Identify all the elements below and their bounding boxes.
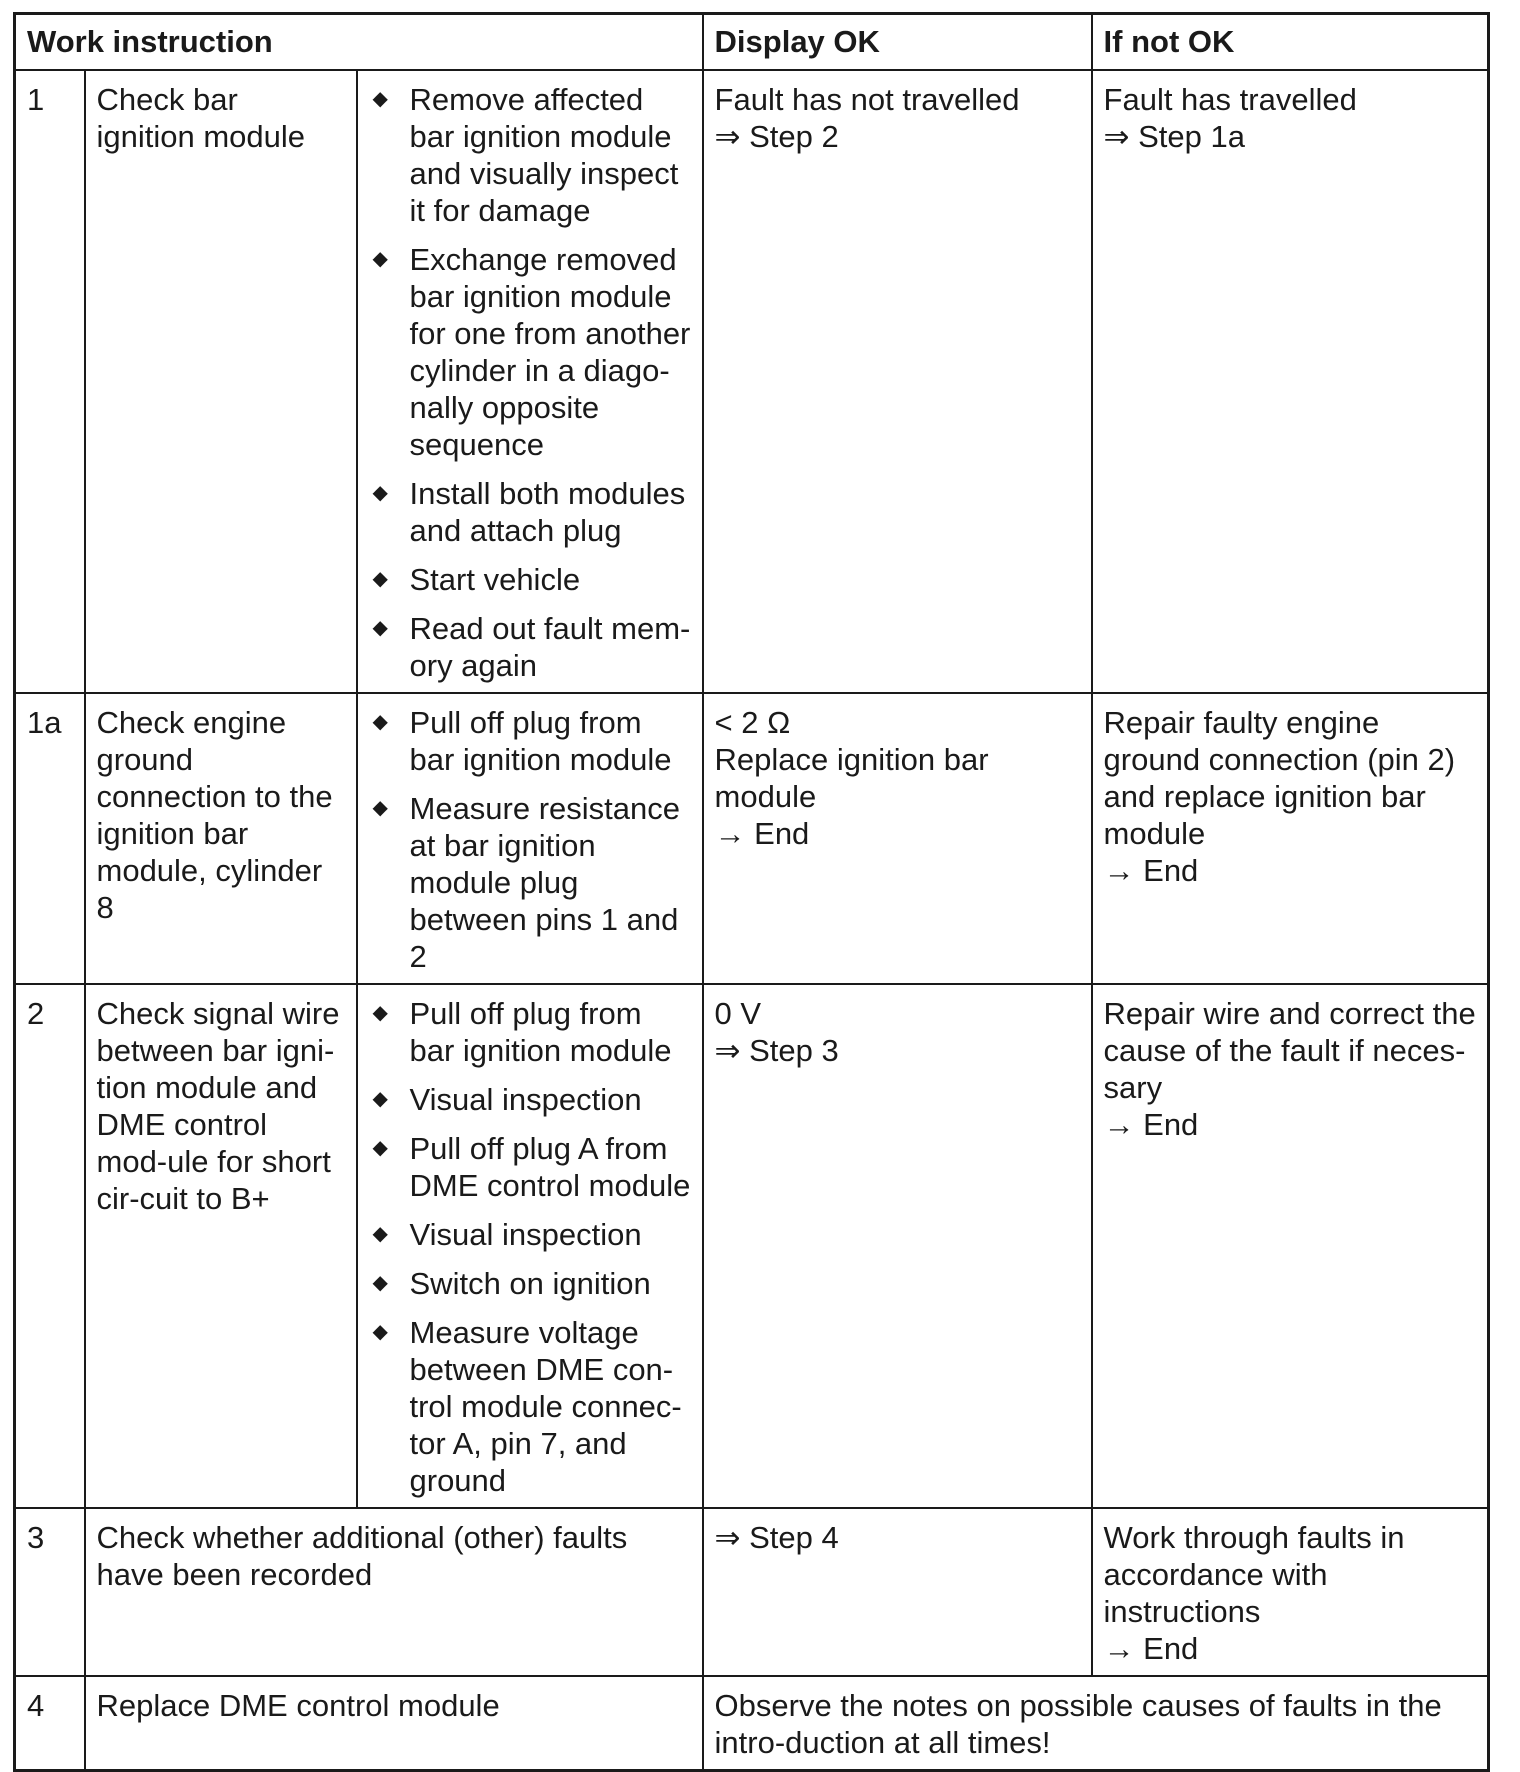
action-text: Pull off plug A from DME control module — [409, 1130, 691, 1203]
table-row — [15, 693, 1489, 984]
table-row — [15, 1508, 1489, 1676]
diamond-bullet-icon: ◆ — [372, 247, 388, 270]
action-list-cell — [357, 984, 703, 1508]
if-not-ok-next-step: → End — [1103, 1106, 1199, 1142]
list-item — [369, 1130, 691, 1204]
if-not-ok-text: Repair wire and correct the cause of the fault if neces-sary — [1103, 995, 1476, 1105]
diamond-bullet-icon: ◆ — [372, 567, 388, 590]
step-number: 2 — [15, 984, 85, 1508]
table-header-row — [15, 14, 1489, 70]
display-ok-next-step: → End — [714, 815, 810, 851]
diamond-bullet-icon: ◆ — [372, 616, 388, 639]
action-text: Pull off plug from bar ignition module — [409, 995, 672, 1068]
if-not-ok-text: Repair faulty engine ground connection (pin 2) and replace ignition bar module — [1103, 704, 1456, 851]
step-number: 1 — [15, 70, 85, 693]
action-text: Visual inspection — [409, 1216, 642, 1252]
list-item — [369, 561, 691, 598]
action-list — [369, 995, 691, 1499]
display-ok-cell — [703, 70, 1092, 693]
work-instruction-table — [13, 12, 1490, 1772]
display-ok-next-step: ⇒ Step 3 — [714, 1032, 839, 1068]
diamond-bullet-icon: ◆ — [372, 796, 388, 819]
list-item — [369, 790, 691, 975]
action-list-cell — [357, 70, 703, 693]
action-text: Measure resistance at bar ignition module plug between pins 1 and 2 — [409, 790, 681, 974]
list-item — [369, 1314, 691, 1499]
table-row — [15, 984, 1489, 1508]
diamond-bullet-icon: ◆ — [372, 87, 388, 110]
table-row — [15, 70, 1489, 693]
display-ok-value: < 2 Ω — [714, 704, 791, 740]
display-ok-next-step: ⇒ Step 4 — [714, 1519, 839, 1555]
header-display-ok: Display OK — [703, 14, 1092, 70]
display-ok-cell — [703, 693, 1092, 984]
if-not-ok-next-step: → End — [1103, 1630, 1199, 1666]
header-work-instruction: Work instruction — [15, 14, 703, 70]
if-not-ok-next-step: ⇒ Step 1a — [1103, 118, 1245, 154]
list-item — [369, 1265, 691, 1302]
action-text: Pull off plug from bar ignition module — [409, 704, 672, 777]
list-item — [369, 81, 691, 229]
action-list — [369, 81, 691, 684]
action-text: Exchange removed bar ignition module for one from another cylinder in a diago-nally opposite sequence — [409, 241, 691, 462]
diamond-bullet-icon: ◆ — [372, 1222, 388, 1245]
if-not-ok-cell — [1092, 693, 1489, 984]
list-item — [369, 1081, 691, 1118]
header-if-not-ok: If not OK — [1092, 14, 1489, 70]
diamond-bullet-icon: ◆ — [372, 710, 388, 733]
action-text: Measure voltage between DME con-trol module connec-tor A, pin 7, and ground — [409, 1314, 682, 1498]
step-number: 4 — [15, 1676, 85, 1771]
action-text: Start vehicle — [409, 561, 581, 597]
action-text: Switch on ignition — [409, 1265, 651, 1301]
list-item — [369, 475, 691, 549]
display-ok-value: 0 V — [714, 995, 762, 1031]
check-description: Check bar ignition module — [85, 70, 357, 693]
if-not-ok-cell — [1092, 70, 1489, 693]
if-not-ok-cell — [1092, 1508, 1489, 1676]
display-ok-text: Fault has not travelled — [714, 81, 1020, 117]
check-description: Check whether additional (other) faults have been recorded — [85, 1508, 703, 1676]
list-item — [369, 704, 691, 778]
step-number: 3 — [15, 1508, 85, 1676]
action-list — [369, 704, 691, 975]
action-list-cell — [357, 693, 703, 984]
diamond-bullet-icon: ◆ — [372, 1136, 388, 1159]
list-item — [369, 610, 691, 684]
diamond-bullet-icon: ◆ — [372, 1320, 388, 1343]
list-item — [369, 1216, 691, 1253]
list-item — [369, 995, 691, 1069]
action-text: Visual inspection — [409, 1081, 642, 1117]
table-row — [15, 1676, 1489, 1771]
if-not-ok-next-step: → End — [1103, 852, 1199, 888]
display-ok-text: Replace ignition bar module — [714, 741, 989, 814]
note-cell: Observe the notes on possible causes of faults in the intro-duction at all times! — [703, 1676, 1489, 1771]
display-ok-next-step: ⇒ Step 2 — [714, 118, 839, 154]
display-ok-cell — [703, 984, 1092, 1508]
check-description: Replace DME control module — [85, 1676, 703, 1771]
if-not-ok-text: Work through faults in accordance with instructions — [1103, 1519, 1405, 1629]
if-not-ok-cell — [1092, 984, 1489, 1508]
action-text: Read out fault mem-ory again — [409, 610, 691, 683]
display-ok-cell — [703, 1508, 1092, 1676]
check-description: Check engine ground connection to the ignition bar module, cylinder 8 — [85, 693, 357, 984]
action-text: Remove affected bar ignition module and visually inspect it for damage — [409, 81, 679, 228]
diamond-bullet-icon: ◆ — [372, 1001, 388, 1024]
diamond-bullet-icon: ◆ — [372, 1271, 388, 1294]
check-description: Check signal wire between bar igni-tion module and DME control mod-ule for short cir-cuit to B+ — [85, 984, 357, 1508]
diamond-bullet-icon: ◆ — [372, 1087, 388, 1110]
list-item — [369, 241, 691, 463]
diamond-bullet-icon: ◆ — [372, 481, 388, 504]
step-number: 1a — [15, 693, 85, 984]
if-not-ok-text: Fault has travelled — [1103, 81, 1357, 117]
action-text: Install both modules and attach plug — [409, 475, 686, 548]
